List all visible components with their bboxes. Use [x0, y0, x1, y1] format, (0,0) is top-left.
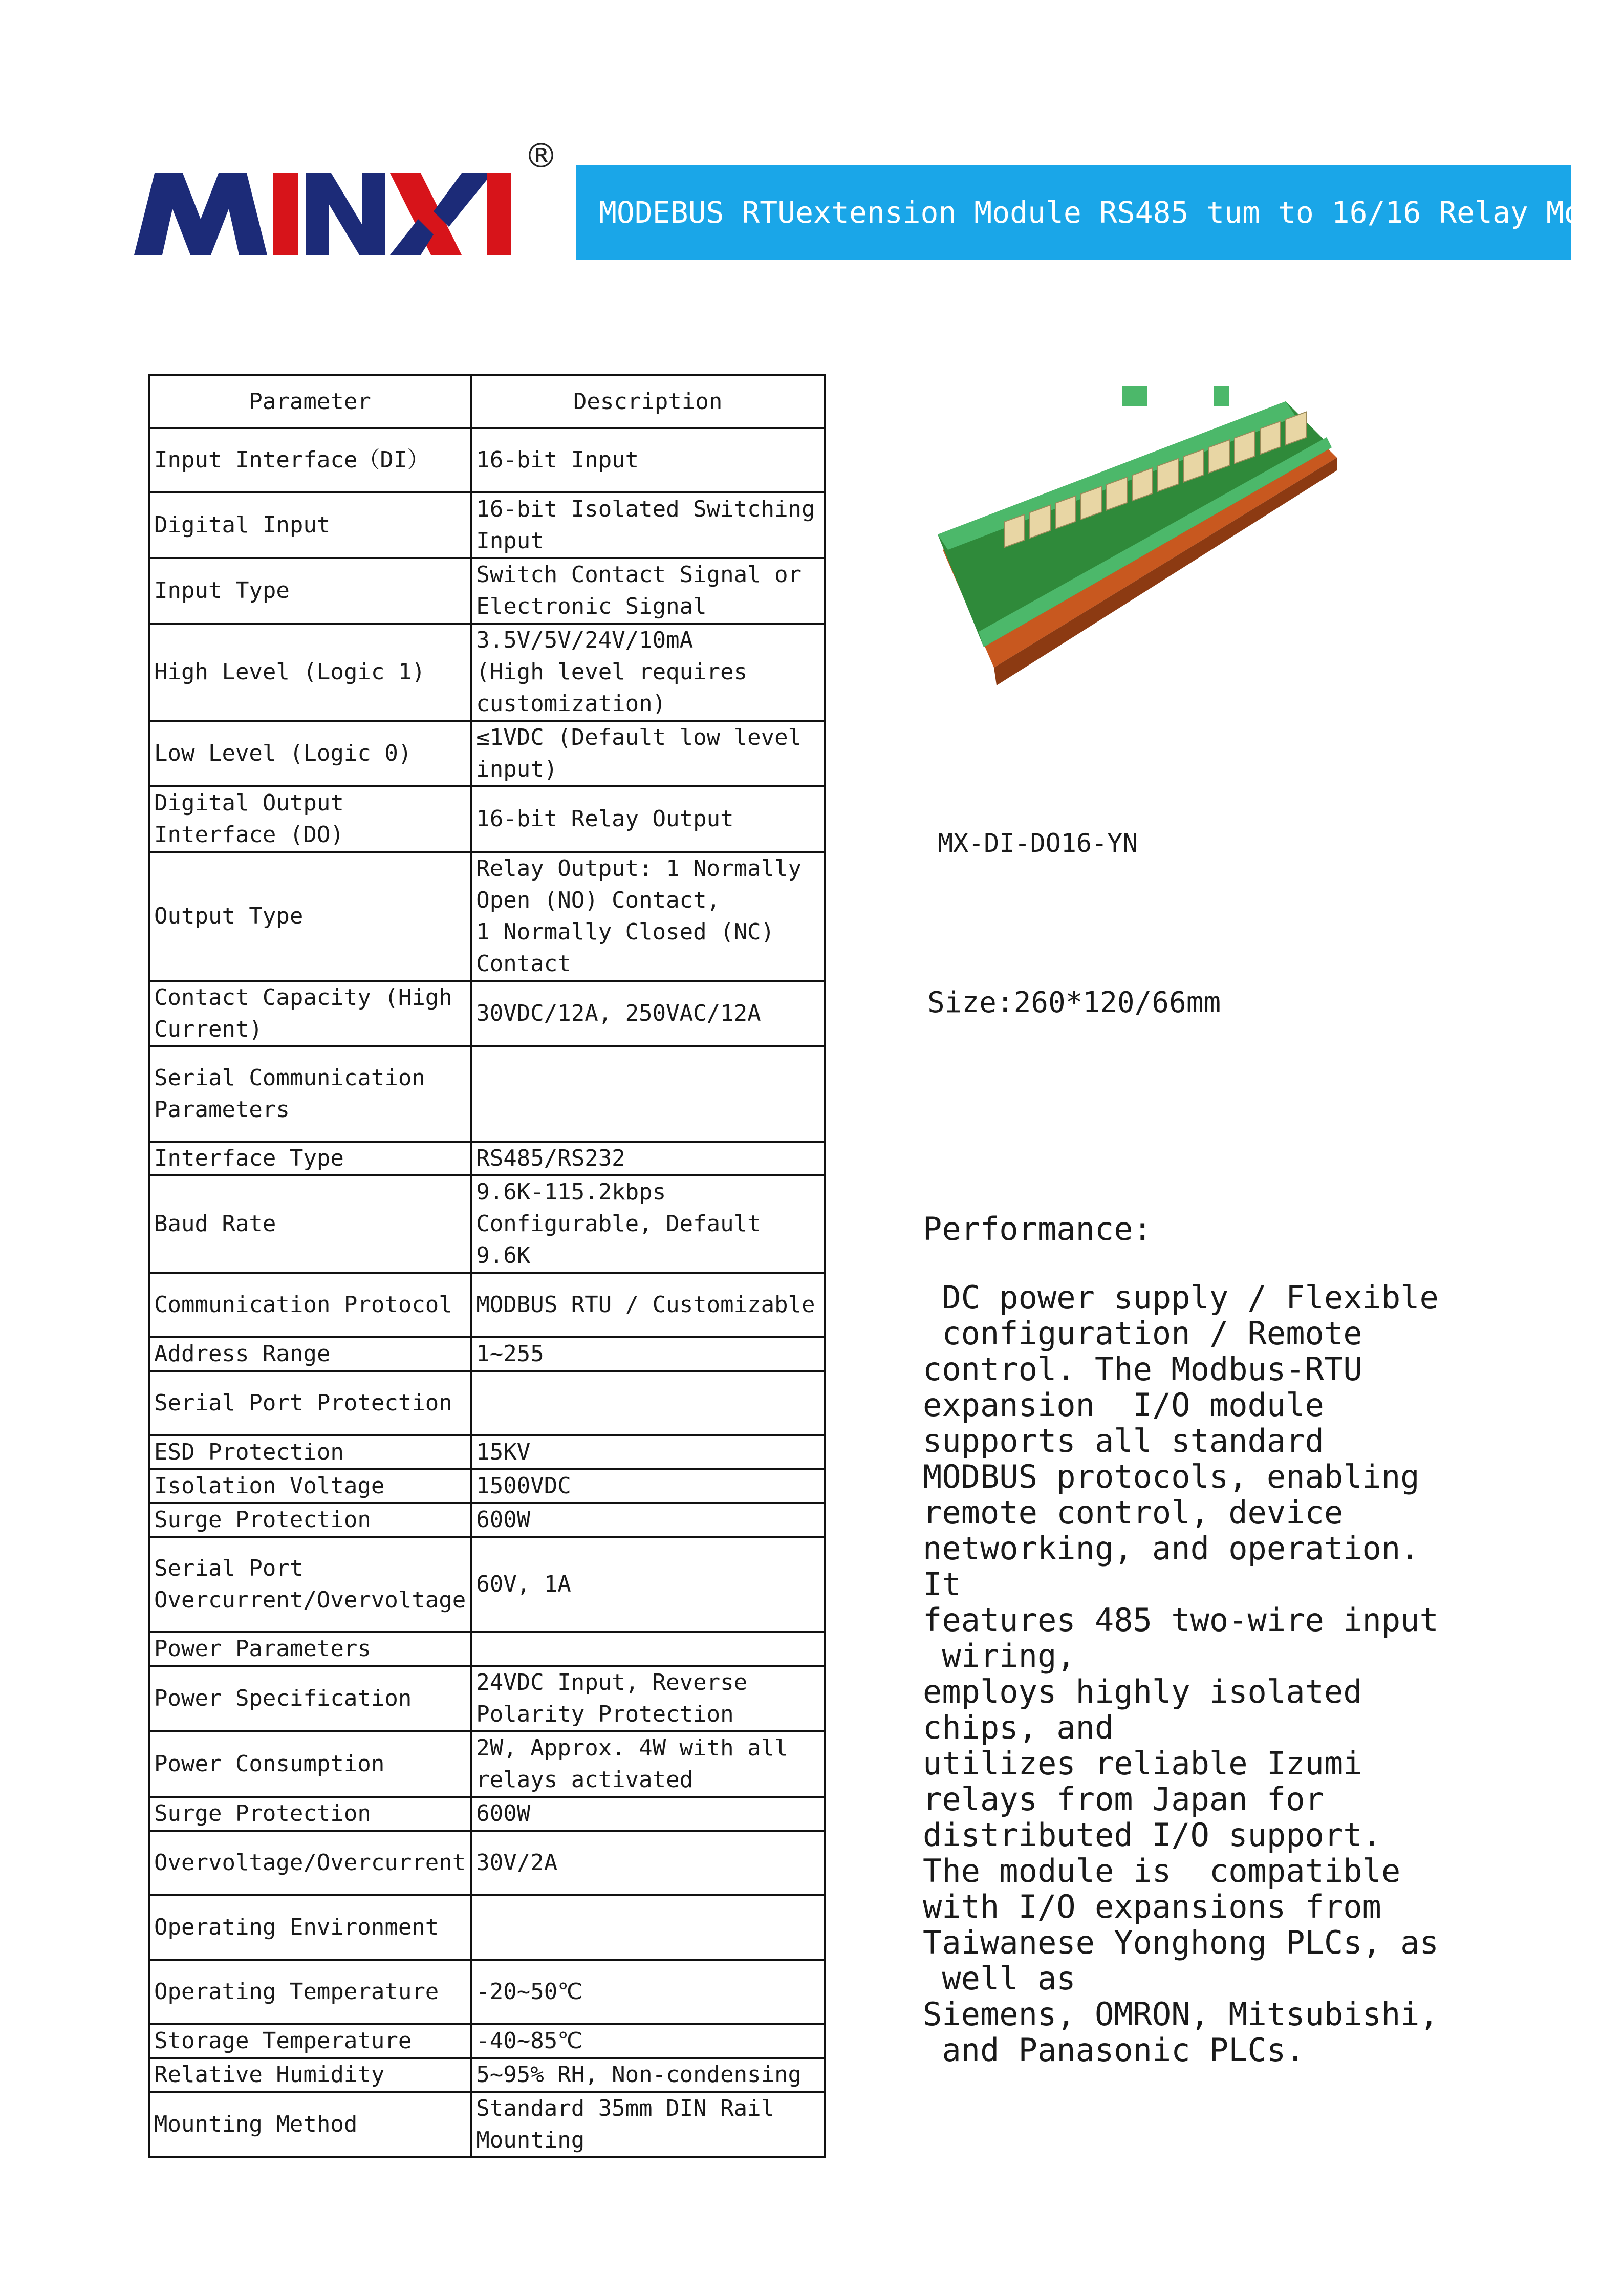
- table-row: [149, 1632, 825, 1666]
- description-cell: 60V, 1A: [471, 1537, 825, 1632]
- parameter-cell: Serial Port Protection: [149, 1371, 471, 1435]
- parameter-cell: Serial Communication Parameters: [149, 1046, 471, 1142]
- parameter-cell: Operating Environment: [149, 1895, 471, 1960]
- model-number: MX-DI-DO16-YN: [938, 828, 1138, 858]
- header-parameter: Parameter: [149, 375, 471, 428]
- parameter-cell: Overvoltage/Overcurrent: [149, 1831, 471, 1895]
- description-cell: 2W, Approx. 4W with all relays activated: [471, 1731, 825, 1797]
- registered-mark: ®: [524, 136, 558, 176]
- description-cell: -20~50℃: [471, 1960, 825, 2024]
- table-row: [149, 1895, 825, 1960]
- description-cell: 1~255: [471, 1337, 825, 1371]
- table-row: [149, 852, 825, 981]
- table-row: [149, 721, 825, 786]
- description-cell: Relay Output: 1 Normally Open (NO) Contact, 1 Normally Closed (NC) Contact: [471, 852, 825, 981]
- logo-letter-i: [273, 173, 298, 255]
- table-row: [149, 492, 825, 558]
- table-row: [149, 1960, 825, 2024]
- table-row: [149, 624, 825, 721]
- description-cell: 600W: [471, 1503, 825, 1537]
- description-cell: -40~85℃: [471, 2024, 825, 2058]
- parameter-cell: Communication Protocol: [149, 1273, 471, 1337]
- table-row: [149, 558, 825, 624]
- description-cell: [471, 1046, 825, 1142]
- parameter-cell: Storage Temperature: [149, 2024, 471, 2058]
- description-cell: [471, 1371, 825, 1435]
- table-row: [149, 1469, 825, 1503]
- spec-table: [148, 374, 826, 2158]
- description-cell: ≤1VDC (Default low level input): [471, 721, 825, 786]
- description-cell: [471, 1632, 825, 1666]
- logo-letter-x-navy: [434, 173, 492, 227]
- description-cell: 3.5V/5V/24V/10mA (High level requires customization): [471, 624, 825, 721]
- description-cell: 16-bit Input: [471, 428, 825, 492]
- logo-letter-n: [306, 173, 385, 255]
- table-header-row: [149, 375, 825, 428]
- banner-title: MODEBUS RTUextension Module RS485 tum to 16/16 Relay Mode: [599, 195, 1618, 230]
- parameter-cell: Digital Output Interface (DO): [149, 786, 471, 852]
- description-cell: 24VDC Input, Reverse Polarity Protection: [471, 1666, 825, 1731]
- parameter-cell: Power Consumption: [149, 1731, 471, 1797]
- parameter-cell: Isolation Voltage: [149, 1469, 471, 1503]
- table-row: [149, 1731, 825, 1797]
- description-cell: 5~95% RH, Non-condensing: [471, 2058, 825, 2092]
- description-cell: RS485/RS232: [471, 1142, 825, 1175]
- description-cell: 30V/2A: [471, 1831, 825, 1895]
- parameter-cell: Baud Rate: [149, 1175, 471, 1273]
- table-row: [149, 2058, 825, 2092]
- table-row: [149, 1273, 825, 1337]
- logo-letter-i2: [487, 173, 511, 255]
- parameter-cell: Relative Humidity: [149, 2058, 471, 2092]
- parameter-cell: Low Level (Logic 0): [149, 721, 471, 786]
- title-banner: [576, 165, 1618, 260]
- table-row: [149, 2092, 825, 2157]
- table-row: [149, 1831, 825, 1895]
- table-row: [149, 1503, 825, 1537]
- parameter-cell: Input Type: [149, 558, 471, 624]
- parameter-cell: Surge Protection: [149, 1503, 471, 1537]
- table-row: [149, 2024, 825, 2058]
- table-row: [149, 1435, 825, 1469]
- description-cell: 16-bit Relay Output: [471, 786, 825, 852]
- description-cell: 30VDC/12A, 250VAC/12A: [471, 981, 825, 1046]
- parameter-cell: Contact Capacity (High Current): [149, 981, 471, 1046]
- performance-title: Performance:: [923, 1210, 1152, 1248]
- parameter-cell: Operating Temperature: [149, 1960, 471, 2024]
- parameter-cell: Digital Input: [149, 492, 471, 558]
- description-cell: 1500VDC: [471, 1469, 825, 1503]
- description-cell: MODBUS RTU / Customizable: [471, 1273, 825, 1337]
- table-row: [149, 1337, 825, 1371]
- product-size: Size:260*120/66mm: [927, 986, 1221, 1019]
- performance-body: DC power supply / Flexible configuration / Remote control. The Modbus-RTU expansion I/O module supports all standard MODBUS protocols, enabling remote control, device networking, and operation. It features 485 two-wire input wiring, employs highly isolated chips, and utilizes reliable Izumi relays from Japan for distributed I/O support. The module is compatible with I/O expansions from Taiwanese Yonghong PLCs, as well as Siemens, OMRON, Mitsubishi, and Panasonic PLCs.: [923, 1279, 1439, 2069]
- table-row: [149, 1666, 825, 1731]
- parameter-cell: Serial Port Overcurrent/Overvoltage: [149, 1537, 471, 1632]
- logo-letter-m: [134, 173, 267, 255]
- parameter-cell: Power Specification: [149, 1666, 471, 1731]
- table-row: [149, 1797, 825, 1831]
- description-cell: 9.6K-115.2kbps Configurable, Default 9.6K: [471, 1175, 825, 1273]
- parameter-cell: Address Range: [149, 1337, 471, 1371]
- description-cell: Standard 35mm DIN Rail Mounting: [471, 2092, 825, 2157]
- description-cell: [471, 1895, 825, 1960]
- description-cell: 16-bit Isolated Switching Input: [471, 492, 825, 558]
- table-row: [149, 1142, 825, 1175]
- table-row: [149, 1371, 825, 1435]
- parameter-cell: High Level (Logic 1): [149, 624, 471, 721]
- description-cell: 600W: [471, 1797, 825, 1831]
- table-row: [149, 1046, 825, 1142]
- parameter-cell: Input Interface（DI）: [149, 428, 471, 492]
- parameter-cell: Interface Type: [149, 1142, 471, 1175]
- table-row: [149, 1537, 825, 1632]
- table-row: [149, 786, 825, 852]
- table-row: [149, 1175, 825, 1273]
- parameter-cell: Power Parameters: [149, 1632, 471, 1666]
- header-description: Description: [471, 375, 825, 428]
- parameter-cell: Mounting Method: [149, 2092, 471, 2157]
- table-row: [149, 428, 825, 492]
- table-row: [149, 981, 825, 1046]
- minxi-logo: [134, 163, 513, 260]
- description-cell: 15KV: [471, 1435, 825, 1469]
- description-cell: Switch Contact Signal or Electronic Signal: [471, 558, 825, 624]
- parameter-cell: Surge Protection: [149, 1797, 471, 1831]
- parameter-cell: Output Type: [149, 852, 471, 981]
- parameter-cell: ESD Protection: [149, 1435, 471, 1469]
- relay-module-board-image: [927, 381, 1355, 688]
